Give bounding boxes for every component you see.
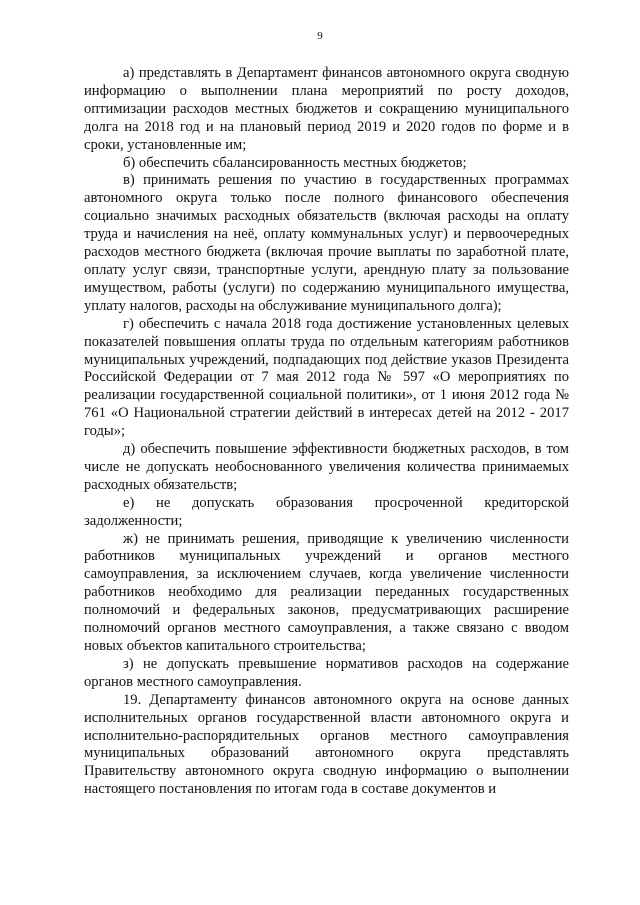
paragraph-g: г) обеспечить с начала 2018 года достижение установленных целевых показателей повышения оплаты труда по отдельным категориям работников муниципальных учреждений, подпадающих под действие указов Президента Российской Федерации от 7 мая 2012 года № 597 «О мероприятиях по реализации государственной социальной политики», от 1 июня 2012 года № 761 «О Национальной стратегии действий в интересах детей на 2012 - 2017 годы»; — [84, 315, 569, 440]
paragraph-b: б) обеспечить сбалансированность местных бюджетов; — [123, 154, 467, 171]
paragraph-v: в) принимать решения по участию в государственных программах автономного округа только после полного финансового обеспечения социально значимых расходных обязательств (включая расходы на оплату труда и начисления на неё, оплату коммунальных услуг) и первоочередных расходов местного бюджета (включая прочие выплаты по заработной плате, оплату услуг связи, транспортные услуги, арендную плату за пользование имуществом, работы (услуги) по содержанию муниципального имущества, уплату налогов, расходы на обслуживание муниципального долга); — [84, 172, 569, 314]
paragraph-e: е) не допускать образования просроченной кредиторской задолженности; — [84, 494, 569, 529]
paragraph-a: а) представлять в Департамент финансов автономного округа сводную информацию о выполнении плана мероприятий по росту доходов, оптимизации расходов местных бюджетов и сокращению муниципального долга на 2018 год и на плановый период 2019 и 2020 годов по форме и в сроки, установленные им; — [84, 65, 569, 153]
document-body — [84, 65, 569, 799]
page-number: 9 — [317, 30, 323, 42]
paragraph-zh: ж) не принимать решения, приводящие к увеличению численности работников муниципальных учреждений и органов местного самоуправления, за исключением случаев, когда увеличение численности работников необходимо для реализации переданных государственных полномочий и федеральных законов, предусматривающих расширение полномочий органов местного самоуправления, а также связано с вводом новых объектов капитального строительства; — [84, 530, 569, 654]
paragraph-19: 19. Департаменту финансов автономного округа на основе данных исполнительных органов государственной власти автономного округа и исполнительно-распорядительных органов местного самоуправления муниципальных образований автономного округа представлять Правительству автономного округа сводную информацию о выполнении настоящего постановления по итогам года в составе документов и — [84, 691, 569, 798]
paragraph-z: з) не допускать превышение нормативов расходов на содержание органов местного самоуправления. — [84, 655, 569, 690]
paragraph-d: д) обеспечить повышение эффективности бюджетных расходов, в том числе не допускать необоснованного увеличения количества принимаемых расходных обязательств; — [84, 441, 569, 493]
